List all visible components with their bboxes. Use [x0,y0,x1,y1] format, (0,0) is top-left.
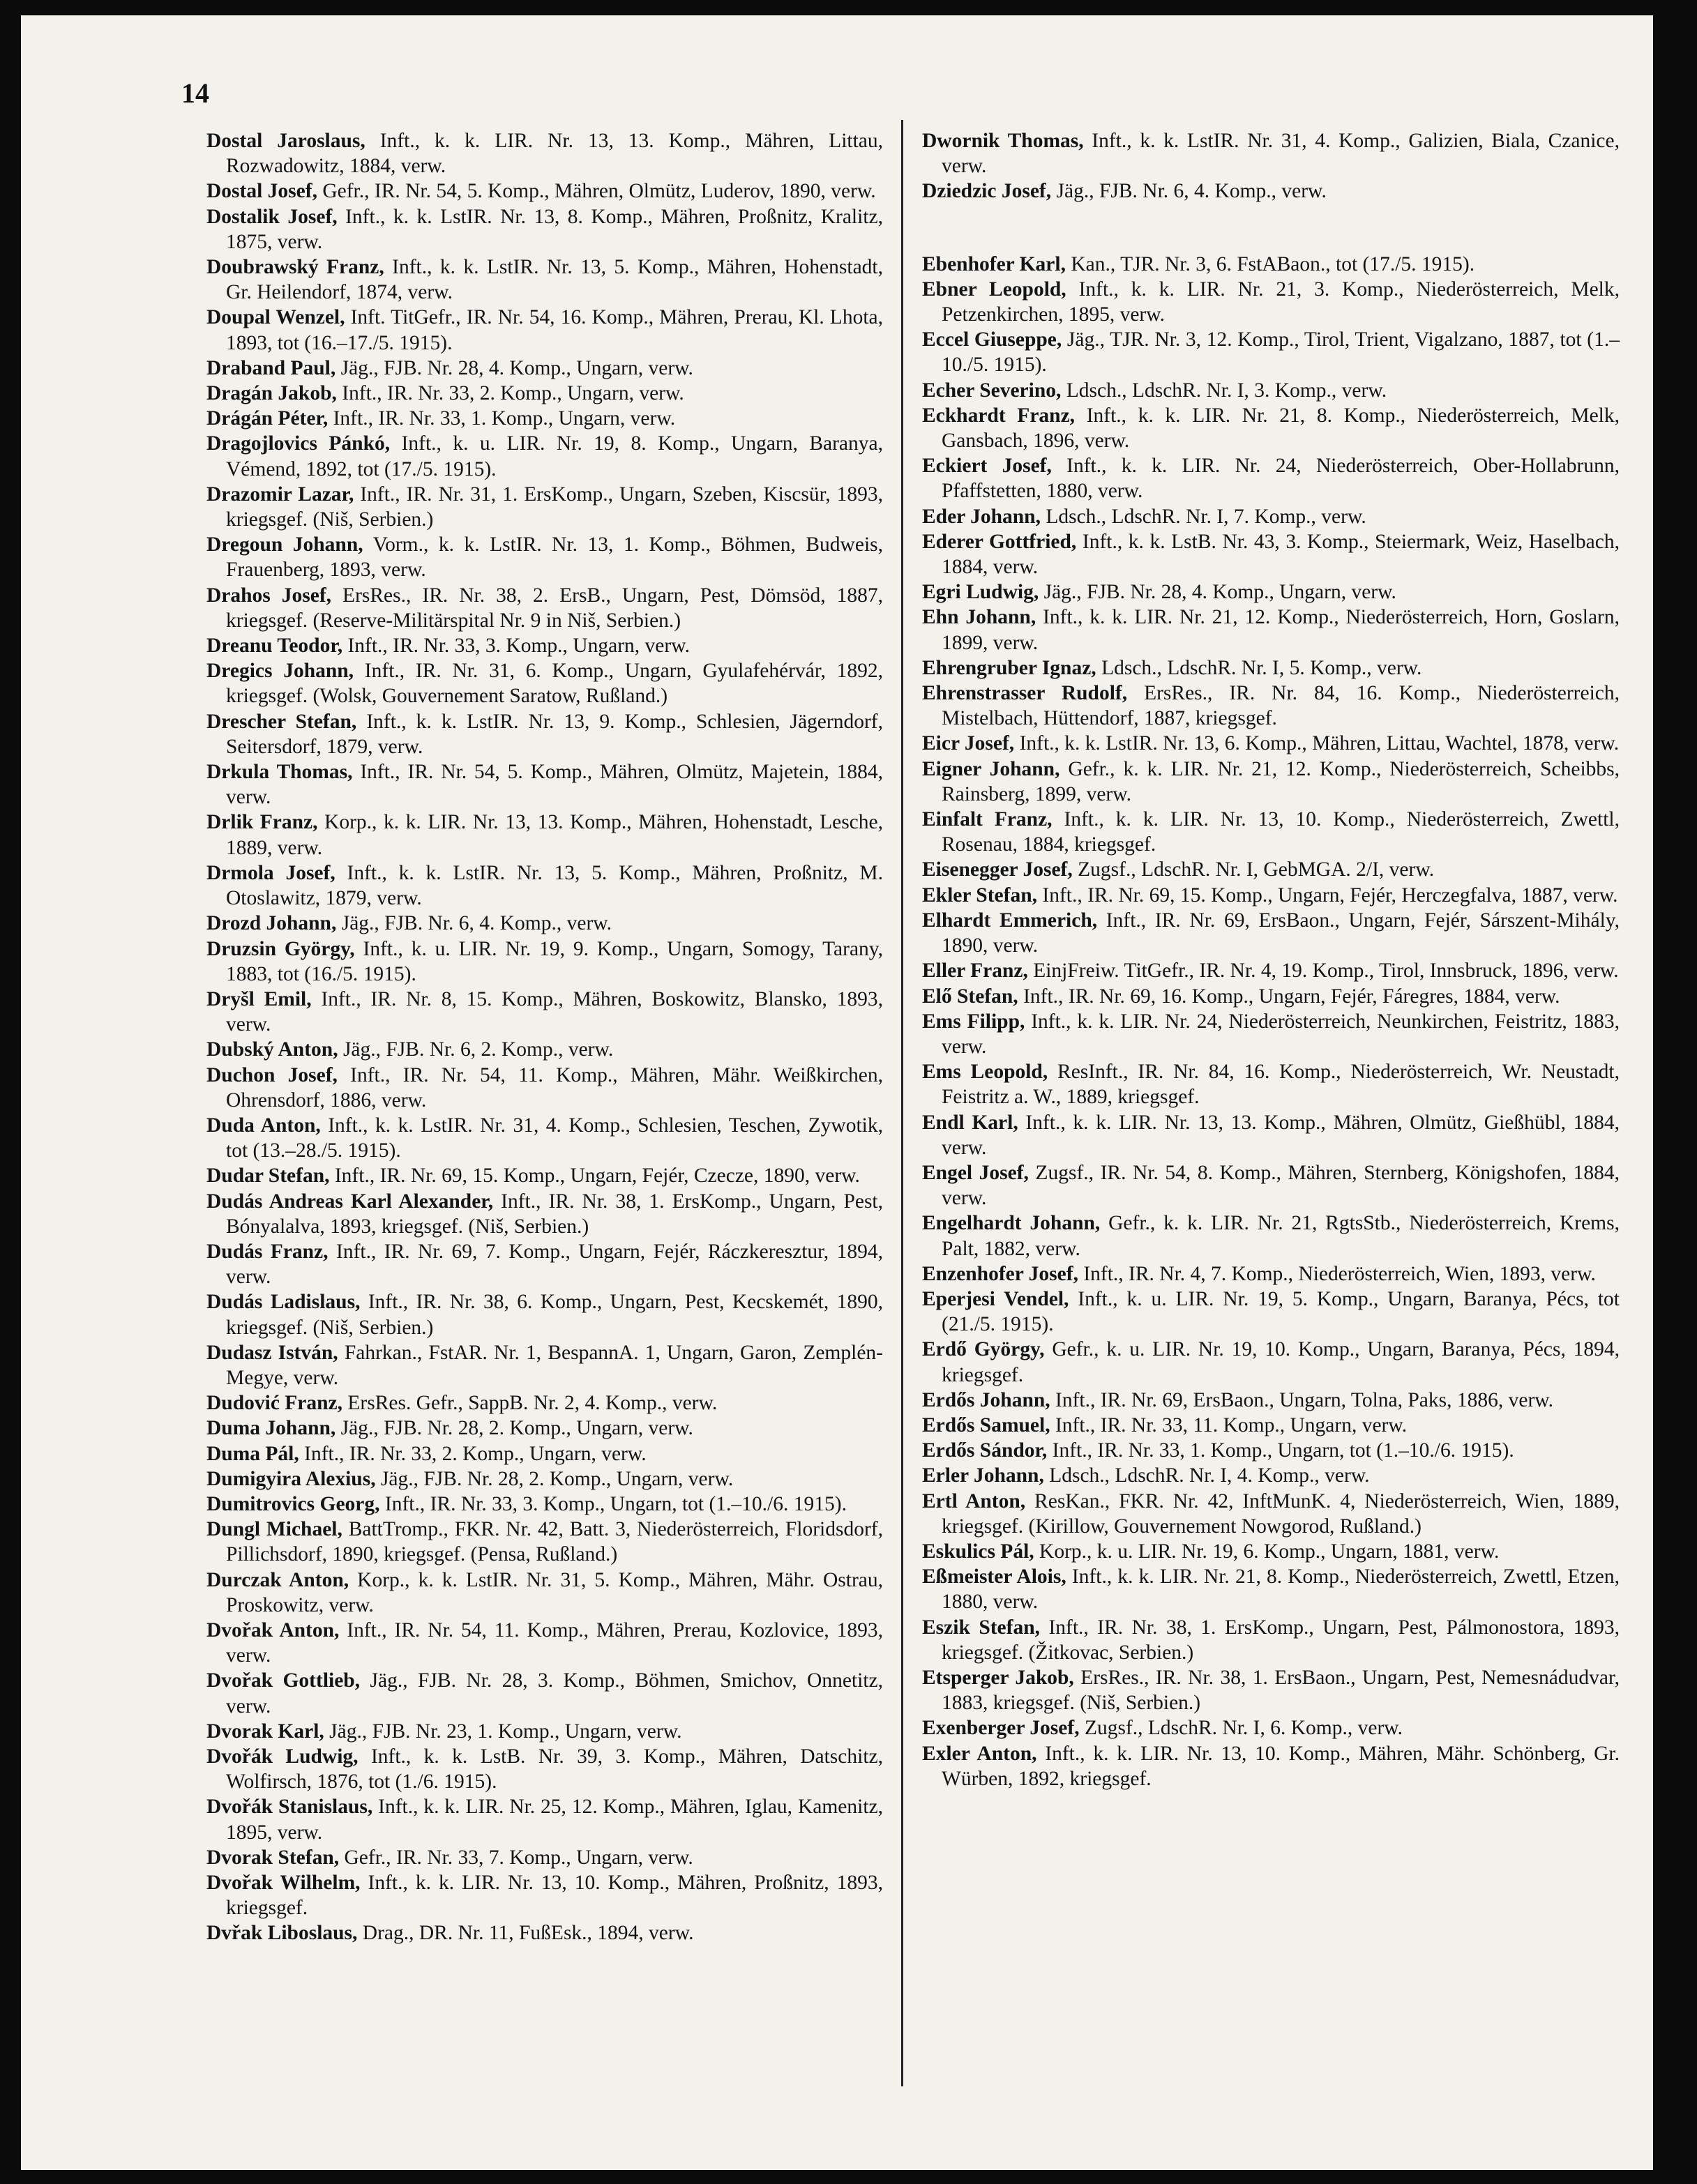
register-entry [922,958,1620,983]
entry-name: Endl Karl, [922,1111,1018,1134]
entry-name: Eder Johann, [922,505,1041,528]
right-column-entries [922,252,1620,1791]
entry-details: Inft., k. k. LstB. Nr. 43, 3. Komp., Steiermark, Weiz, Haselbach, 1884, verw. [942,530,1620,579]
entry-name: Dostalik Josef, [206,205,338,228]
register-entry [206,482,883,532]
register-entry [206,987,883,1037]
entry-details: Inft., k. k. LstIR. Nr. 13, 8. Komp., Mähren, Proßnitz, Kralitz, 1875, verw. [226,205,883,253]
entry-name: Exler Anton, [922,1742,1037,1765]
register-entry [206,1189,883,1239]
entry-name: Enzenhofer Josef, [922,1262,1078,1285]
entry-details: Inft., IR. Nr. 54, 5. Komp., Mähren, Olmütz, Majetein, 1884, verw. [226,761,884,809]
entry-name: Engelhardt Johann, [922,1212,1101,1235]
register-entry [206,1239,883,1289]
entry-name: Eckiert Josef, [922,455,1052,478]
register-entry [206,1668,883,1718]
entry-details: Vorm., k. k. LstIR. Nr. 13, 1. Komp., Böhmen, Budweis, Frauenberg, 1893, verw. [226,533,883,582]
register-entry [922,883,1620,908]
register-entry [922,1337,1620,1387]
entry-details: Jäg., FJB. Nr. 28, 3. Komp., Böhmen, Smichov, Onnetitz, verw. [226,1669,883,1717]
register-entry [922,179,1620,204]
register-entry [206,633,883,658]
entry-name: Duchon Josef, [206,1063,338,1086]
entry-name: Dregics Johann, [206,660,354,683]
register-entry [206,431,883,481]
entry-details: Inft. TitGefr., IR. Nr. 54, 16. Komp., Mähren, Prerau, Kl. Lhota, 1893, tot (16.–17./5. 1915). [226,306,883,354]
entry-details: Inft., k. k. LIR. Nr. 24, Niederösterreich, Ober-Hollabrunn, Pfaffstetten, 1880, verw. [942,455,1620,503]
entry-name: Egri Ludwig, [922,581,1039,604]
entry-name: Drmola Josef, [206,861,335,884]
entry-details: Inft., IR. Nr. 33, 11. Komp., Ungarn, verw. [1050,1413,1408,1436]
entry-name: Dvorak Karl, [206,1720,324,1743]
entry-name: Exenberger Josef, [922,1717,1080,1740]
entry-details: Ldsch., LdschR. Nr. I, 3. Komp., verw. [1061,379,1387,402]
register-entry [206,305,883,355]
entry-details: Korp., k. k. LIR. Nr. 13, 13. Komp., Mähren, Hohenstadt, Lesche, 1889, verw. [226,811,883,859]
entry-details: Jäg., FJB. Nr. 23, 1. Komp., Ungarn, verw. [324,1720,682,1743]
register-entry [206,1794,883,1844]
entry-details: ResKan., FKR. Nr. 42, InftMunK. 4, Niederösterreich, Wien, 1889, kriegsgef. (Kirillow, Gouvernement Nowgorod, Rußland.) [942,1489,1620,1538]
entry-name: Erdős Johann, [922,1388,1050,1411]
register-entry [206,532,883,582]
entry-details: Inft., IR. Nr. 54, 11. Komp., Mähren, Mähr. Weißkirchen, Ohrensdorf, 1886, verw. [226,1063,883,1112]
section-gap [922,204,1620,252]
entry-name: Doupal Wenzel, [206,306,345,329]
register-entry [206,1870,883,1920]
register-entry [206,1568,883,1618]
entry-name: Eperjesi Vendel, [922,1287,1069,1310]
entry-name: Ehn Johann, [922,606,1036,629]
entry-name: Drahos Josef, [206,584,332,607]
entry-details: Inft., IR. Nr. 38, 1. ErsKomp., Ungarn, Pest, Pálmonostora, 1893, kriegsgef. (Žitkovac, Serbien.) [942,1616,1620,1664]
entry-details: Inft., k. k. LIR. Nr. 13, 13. Komp., Mähren, Olmütz, Gießhübl, 1884, verw. [942,1111,1620,1159]
entry-name: Dumigyira Alexius, [206,1467,376,1490]
entry-details: Inft., k. k. LIR. Nr. 25, 12. Komp., Mähren, Iglau, Kamenitz, 1895, verw. [226,1796,883,1844]
entry-details: Inft., IR. Nr. 69, 15. Komp., Ungarn, Fejér, Herczegfalva, 1887, verw. [1037,884,1618,907]
entry-details: ErsRes. Gefr., SappB. Nr. 2, 4. Komp., verw. [342,1392,718,1415]
entry-name: Dubský Anton, [206,1038,338,1061]
entry-name: Engel Josef, [922,1161,1029,1184]
entry-name: Etsperger Jakob, [922,1666,1074,1689]
register-entry [206,911,883,936]
entry-details: Gefr., k. k. LIR. Nr. 21, 12. Komp., Niederösterreich, Scheibbs, Rainsberg, 1899, verw. [942,757,1620,805]
register-entry [922,1160,1620,1211]
entry-name: Eisenegger Josef, [922,858,1073,881]
entry-name: Druzsin György, [206,937,355,960]
entry-details: Inft., k. k. LstIR. Nr. 31, 4. Komp., Galizien, Biala, Czanice, verw. [942,130,1620,178]
entry-name: Eigner Johann, [922,757,1060,780]
entry-details: Inft., IR. Nr. 33, 2. Komp., Ungarn, verw. [336,382,684,405]
entry-details: Jäg., FJB. Nr. 6, 4. Komp., verw. [336,912,612,935]
entry-name: Dwornik Thomas, [922,130,1084,152]
entry-name: Durczak Anton, [206,1568,349,1591]
entry-name: Dvořak Anton, [206,1618,340,1641]
register-entry [206,1517,883,1567]
entry-name: Duma Pál, [206,1442,299,1465]
entry-name: Dziedzic Josef, [922,180,1052,203]
entry-details: Inft., IR. Nr. 54, 11. Komp., Mähren, Prerau, Kozlovice, 1893, verw. [226,1618,883,1667]
register-entry [206,204,883,255]
register-entry [922,1261,1620,1287]
entry-name: Dudasz István, [206,1341,338,1364]
entry-details: Inft., IR. Nr. 69, 7. Komp., Ungarn, Fejér, Ráczkeresztur, 1894, verw. [226,1240,883,1289]
entry-details: Jäg., FJB. Nr. 28, 2. Komp., Ungarn, verw. [335,1417,693,1440]
entry-details: Ldsch., LdschR. Nr. I, 5. Komp., verw. [1096,656,1422,679]
register-entry [206,128,883,179]
entry-details: Jäg., FJB. Nr. 6, 4. Komp., verw. [1051,180,1327,203]
register-entry [206,1719,883,1744]
entry-name: Ehrengruber Ignaz, [922,656,1096,679]
entry-name: Echer Severino, [922,379,1062,402]
entry-details: Inft., IR. Nr. 4, 7. Komp., Niederösterreich, Wien, 1893, verw. [1078,1262,1596,1285]
register-entry [206,1744,883,1794]
entry-name: Dvořak Wilhelm, [206,1872,361,1895]
entry-name: Dvorak Stefan, [206,1846,340,1869]
register-entry [922,908,1620,958]
register-entry [206,860,883,911]
entry-name: Erdős Samuel, [922,1413,1050,1436]
register-entry [922,1287,1620,1337]
entry-details: ErsRes., IR. Nr. 38, 1. ErsBaon., Ungarn, Pest, Nemesnádudvar, 1883, kriegsgef. (Niš, Serbien.) [942,1666,1620,1715]
register-entry [922,277,1620,327]
entry-name: Dvořák Ludwig, [206,1745,359,1768]
entry-name: Drkula Thomas, [206,761,353,784]
register-entry [206,406,883,431]
entry-details: Inft., k. k. LstIR. Nr. 13, 9. Komp., Schlesien, Jägerndorf, Seitersdorf, 1879, verw. [226,710,883,758]
column-divider [901,120,903,2086]
register-entry [922,1539,1620,1564]
register-entry [922,1059,1620,1109]
entry-details: Jäg., FJB. Nr. 6, 2. Komp., verw. [338,1038,614,1061]
entry-details: Inft., IR. Nr. 69, 15. Komp., Ungarn, Fejér, Czecze, 1890, verw. [329,1165,860,1188]
register-entry [922,1110,1620,1160]
entry-name: Ebner Leopold, [922,278,1066,301]
entry-details: Zugsf., IR. Nr. 54, 8. Komp., Mähren, Sternberg, Königshofen, 1884, verw. [942,1161,1620,1210]
register-entry [206,1416,883,1441]
page [21,15,1653,2170]
entry-details: Inft., k. k. LIR. Nr. 13, 13. Komp., Mähren, Littau, Rozwadowitz, 1884, verw. [226,130,883,178]
entry-details: Jäg., TJR. Nr. 3, 12. Komp., Tirol, Trient, Vigalzano, 1887, tot (1.–10./5. 1915). [942,328,1620,377]
entry-name: Elő Stefan, [922,985,1018,1008]
entry-details: Zugsf., LdschR. Nr. I, 6. Komp., verw. [1079,1717,1403,1740]
entry-details: ErsRes., IR. Nr. 38, 2. ErsB., Ungarn, Pest, Dömsöd, 1887, kriegsgef. (Reserve-Militärspital Nr. 9 in Niš, Serbien.) [226,584,883,632]
entry-details: Inft., k. u. LIR. Nr. 19, 5. Komp., Ungarn, Baranya, Pécs, tot (21./5. 1915). [942,1287,1620,1336]
entry-name: Ems Leopold, [922,1061,1048,1084]
register-entry [206,709,883,759]
register-entry [922,857,1620,882]
entry-name: Dudás Andreas Karl Alexander, [206,1190,494,1213]
register-entry [206,356,883,381]
entry-name: Eßmeister Alois, [922,1565,1066,1588]
register-entry [206,1113,883,1163]
register-entry [922,1741,1620,1791]
entry-details: Inft., IR. Nr. 69, ErsBaon., Ungarn, Fejér, Sárszent-Mihály, 1890, verw. [942,909,1620,957]
entry-name: Ertl Anton, [922,1489,1026,1512]
register-entry [922,757,1620,807]
entry-details: Inft., IR. Nr. 31, 6. Komp., Ungarn, Gyulafehérvár, 1892, kriegsgef. (Wolsk, Gouvernement Saratow, Rußland.) [226,660,883,708]
register-entry [206,1063,883,1113]
entry-details: Inft., k. k. LstIR. Nr. 31, 4. Komp., Schlesien, Teschen, Zywotik, tot (13.–28./5. 1915). [226,1114,883,1162]
entry-name: Dvřak Liboslaus, [206,1922,358,1945]
entry-details: Inft., k. k. LstIR. Nr. 13, 6. Komp., Mähren, Littau, Wachtel, 1878, verw. [1014,732,1620,755]
register-entry [922,403,1620,453]
entry-name: Ebenhofer Karl, [922,252,1066,275]
entry-details: Inft., k. k. LIR. Nr. 21, 8. Komp., Niederösterreich, Zwettl, Etzen, 1880, verw. [942,1565,1620,1614]
entry-details: Gefr., IR. Nr. 54, 5. Komp., Mähren, Olmütz, Luderov, 1890, verw. [317,180,876,203]
entry-details: Inft., k. k. LIR. Nr. 21, 8. Komp., Niederösterreich, Melk, Gansbach, 1896, verw. [942,404,1620,453]
entry-name: Ekler Stefan, [922,884,1037,907]
entry-name: Ederer Gottfried, [922,530,1077,553]
entry-details: ErsRes., IR. Nr. 84, 16. Komp., Niederösterreich, Mistelbach, Hüttendorf, 1887, kriegsgef. [942,682,1620,730]
entry-details: EinjFreiw. TitGefr., IR. Nr. 4, 19. Komp., Tirol, Innsbruck, 1896, verw. [1027,960,1619,983]
entry-name: Eicr Josef, [922,732,1015,755]
entry-name: Erdős Sándor, [922,1439,1048,1462]
register-entry [206,1163,883,1188]
register-entry [922,327,1620,377]
register-entry [206,1340,883,1390]
entry-name: Dryšl Emil, [206,987,312,1010]
entry-name: Drlik Franz, [206,811,318,834]
entry-details: Gefr., k. u. LIR. Nr. 19, 10. Komp., Ungarn, Baranya, Pécs, 1894, kriegsgef. [942,1338,1620,1386]
entry-details: Inft., IR. Nr. 8, 15. Komp., Mähren, Boskowitz, Blansko, 1893, verw. [226,987,883,1036]
register-entry [922,252,1620,277]
entry-name: Dreanu Teodor, [206,635,343,658]
entry-name: Drozd Johann, [206,912,337,935]
entry-name: Dragojlovics Pánkó, [206,432,391,455]
register-entry [922,1489,1620,1539]
entry-details: Inft., k. k. LstIR. Nr. 13, 5. Komp., Mähren, Hohenstadt, Gr. Heilendorf, 1874, verw. [226,256,883,304]
entry-details: Inft., IR. Nr. 69, ErsBaon., Ungarn, Tolna, Paks, 1886, verw. [1050,1388,1554,1411]
entry-details: Jäg., FJB. Nr. 28, 2. Komp., Ungarn, verw. [375,1467,734,1490]
page-number: 14 [181,77,209,109]
entry-name: Eszik Stefan, [922,1616,1040,1639]
register-entry [922,1463,1620,1488]
entry-name: Drazomir Lazar, [206,483,354,506]
entry-name: Dostal Jaroslaus, [206,130,365,152]
register-entry [206,583,883,633]
entry-details: Inft., IR. Nr. 33, 3. Komp., Ungarn, tot (1.–10./6. 1915). [379,1492,847,1515]
entry-name: Eskulics Pál, [922,1540,1034,1563]
entry-details: Inft., k. k. LIR. Nr. 13, 10. Komp., Niederösterreich, Zwettl, Rosenau, 1884, kriegsgef. [942,808,1620,856]
register-entry [922,731,1620,756]
entry-details: Inft., IR. Nr. 33, 1. Komp., Ungarn, verw. [328,407,676,430]
entry-details: Inft., IR. Nr. 33, 3. Komp., Ungarn, verw. [342,635,690,658]
entry-details: Gefr., k. k. LIR. Nr. 21, RgtsStb., Niederösterreich, Krems, Palt, 1882, verw. [942,1212,1620,1260]
entry-name: Erdő György, [922,1338,1045,1361]
entry-details: Inft., k. k. LIR. Nr. 21, 3. Komp., Niederösterreich, Melk, Petzenkirchen, 1895, verw. [942,278,1620,326]
left-column [206,128,883,1946]
entry-name: Elhardt Emmerich, [922,909,1098,932]
entry-details: Inft., k. k. LIR. Nr. 13, 10. Komp., Mähren, Proßnitz, 1893, kriegsgef. [226,1872,883,1920]
register-entry [206,1920,883,1946]
entry-details: Jäg., FJB. Nr. 28, 4. Komp., Ungarn, verw. [335,356,693,379]
entry-details: Inft., k. k. LstIR. Nr. 13, 5. Komp., Mähren, Proßnitz, M. Otoslawitz, 1879, verw. [226,861,883,910]
entry-name: Drágán Péter, [206,407,329,430]
register-entry [206,1618,883,1668]
entry-details: Inft., k. k. LIR. Nr. 21, 12. Komp., Niederösterreich, Horn, Goslarn, 1899, verw. [942,606,1620,654]
entry-name: Dragán Jakob, [206,382,337,405]
entry-details: Inft., k. u. LIR. Nr. 19, 8. Komp., Ungarn, Baranya, Vémend, 1892, tot (17./5. 1915). [226,432,883,480]
entry-details: Inft., IR. Nr. 31, 1. ErsKomp., Ungarn, Szeben, Kiscsür, 1893, kriegsgef. (Niš, Serbien.) [226,483,883,531]
entry-details: Drag., DR. Nr. 11, FußEsk., 1894, verw. [357,1922,694,1945]
entry-details: Inft., IR. Nr. 38, 1. ErsKomp., Ungarn, Pest, Bónyalalva, 1893, kriegsgef. (Niš, Serbien.) [226,1190,883,1238]
entry-name: Ems Filipp, [922,1010,1025,1033]
entry-details: Inft., IR. Nr. 33, 1. Komp., Ungarn, tot (1.–10./6. 1915). [1047,1439,1514,1462]
register-entry [922,1615,1620,1665]
register-entry [206,936,883,987]
register-entry [922,579,1620,605]
entry-details: Inft., IR. Nr. 38, 6. Komp., Ungarn, Pest, Kecskemét, 1890, kriegsgef. (Niš, Serbien.) [226,1291,883,1339]
register-entry [922,1438,1620,1463]
entry-name: Dostal Josef, [206,180,317,203]
entry-name: Dungl Michael, [206,1518,342,1541]
entry-details: Korp., k. k. LstIR. Nr. 31, 5. Komp., Mähren, Mähr. Ostrau, Proskowitz, verw. [226,1568,883,1616]
register-entry [922,605,1620,655]
register-entry [922,807,1620,857]
register-entry [922,378,1620,403]
entry-name: Dregoun Johann, [206,533,363,556]
register-entry [206,759,883,810]
entry-details: Inft., k. k. LIR. Nr. 24, Niederösterreich, Neunkirchen, Feistritz, 1883, verw. [942,1010,1620,1058]
entry-name: Einfalt Franz, [922,808,1053,831]
entry-name: Erler Johann, [922,1464,1044,1487]
right-column-top-entries [922,128,1620,204]
entry-name: Eckhardt Franz, [922,404,1076,427]
register-entry [206,179,883,204]
entry-details: Inft., k. u. LIR. Nr. 19, 9. Komp., Ungarn, Somogy, Tarany, 1883, tot (16./5. 1915). [226,937,883,985]
register-entry [922,1413,1620,1438]
register-entry [922,453,1620,503]
entry-details: Gefr., IR. Nr. 33, 7. Komp., Ungarn, verw. [339,1846,693,1869]
register-entry [922,681,1620,731]
entry-name: Dudás Ladislaus, [206,1291,361,1314]
entry-details: Jäg., FJB. Nr. 28, 4. Komp., Ungarn, verw. [1039,581,1396,604]
register-entry [922,128,1620,179]
register-entry [922,984,1620,1009]
right-column [922,128,1620,1791]
entry-details: Zugsf., LdschR. Nr. I, GebMGA. 2/I, verw. [1072,858,1435,881]
entry-details: BattTromp., FKR. Nr. 42, Batt. 3, Niederösterreich, Floridsdorf, Pillichsdorf, 1890, kriegsgef. (Pensa, Rußland.) [226,1518,883,1566]
register-entry [922,655,1620,681]
register-entry [206,1390,883,1416]
entry-name: Eccel Giuseppe, [922,328,1062,351]
entry-details: Ldsch., LdschR. Nr. I, 7. Komp., verw. [1040,505,1366,528]
entry-name: Dudás Franz, [206,1240,329,1263]
entry-details: Inft., k. k. LstB. Nr. 39, 3. Komp., Mähren, Datschitz, Wolfirsch, 1876, tot (1./6. 1915). [226,1745,883,1794]
entry-name: Dumitrovics Georg, [206,1492,380,1515]
entry-details: Kan., TJR. Nr. 3, 6. FstABaon., tot (17./5. 1915). [1065,252,1475,275]
register-entry [206,381,883,406]
entry-name: Draband Paul, [206,356,336,379]
entry-details: Ldsch., LdschR. Nr. I, 4. Komp., verw. [1043,1464,1370,1487]
entry-details: Inft., k. k. LIR. Nr. 13, 10. Komp., Mähren, Mähr. Schönberg, Gr. Würben, 1892, kriegsgef. [942,1742,1620,1790]
register-entry [206,1466,883,1492]
entry-details: Inft., IR. Nr. 33, 2. Komp., Ungarn, verw. [299,1442,647,1465]
entry-name: Doubrawský Franz, [206,256,384,279]
register-entry [922,529,1620,579]
entry-name: Dvořak Gottlieb, [206,1669,361,1692]
entry-name: Duma Johann, [206,1417,336,1440]
entry-name: Ehrenstrasser Rudolf, [922,682,1128,705]
register-entry [206,658,883,708]
register-entry [922,1564,1620,1614]
entry-name: Eller Franz, [922,960,1028,983]
entry-details: Inft., IR. Nr. 69, 16. Komp., Ungarn, Fejér, Fáregres, 1884, verw. [1018,985,1560,1008]
entry-name: Dudović Franz, [206,1392,343,1415]
entry-details: Korp., k. u. LIR. Nr. 19, 6. Komp., Ungarn, 1881, verw. [1034,1540,1500,1563]
register-entry [206,1441,883,1466]
register-entry [922,504,1620,529]
entry-details: ResInft., IR. Nr. 84, 16. Komp., Niederösterreich, Wr. Neustadt, Feistritz a. W., 1889, kriegsgef. [942,1061,1620,1109]
entry-name: Dudar Stefan, [206,1165,330,1188]
register-entry [206,1845,883,1870]
entry-name: Drescher Stefan, [206,710,357,733]
register-entry [206,255,883,305]
register-entry [922,1665,1620,1715]
entry-name: Dvořák Stanislaus, [206,1796,373,1819]
entry-details: Fahrkan., FstAR. Nr. 1, BespannA. 1, Ungarn, Garon, Zemplén-Megye, verw. [226,1341,883,1389]
register-entry [922,1009,1620,1059]
register-entry [206,1492,883,1517]
entry-name: Duda Anton, [206,1114,321,1137]
register-entry [206,1037,883,1062]
register-entry [922,1211,1620,1261]
register-entry [206,810,883,860]
register-entry [922,1388,1620,1413]
register-entry [922,1715,1620,1741]
register-entry [206,1289,883,1340]
